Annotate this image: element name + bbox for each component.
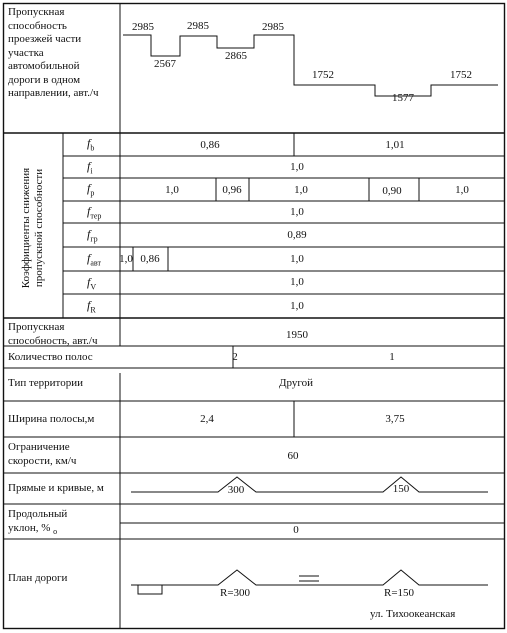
coefficient-value: 1,0	[290, 253, 304, 265]
capacity-value: 1577	[392, 92, 414, 104]
speed-limit-value: 60	[287, 450, 299, 462]
coefficient-value: 0,86	[140, 253, 160, 265]
coefficient-value: 1,0	[455, 184, 469, 196]
coefficient-value: 1,0	[290, 276, 304, 288]
coefficient-symbol: $f_p$	[87, 181, 95, 198]
capacity-result: 1950	[286, 329, 308, 341]
capacity-section-label: Пропускная способность проезжей части участка автомобильной дороги в одном направлении, авт./ч	[8, 6, 99, 99]
capacity-value: 1752	[312, 69, 334, 81]
coefficient-symbol: $f_{авт}$	[87, 251, 101, 268]
curves-label: Прямые и кривые, м	[8, 482, 104, 494]
capacity-value: 2985	[187, 20, 209, 32]
capacity-value: 2985	[132, 21, 154, 33]
coefficient-symbol: $f_b$	[87, 136, 95, 153]
capacity-value: 2567	[154, 58, 176, 70]
lanes-value: 1	[389, 351, 395, 363]
speed-limit-label: Ограничение скорости, км/ч	[8, 441, 77, 467]
coefficient-value: 0,86	[200, 139, 220, 151]
coefficient-value: 1,0	[290, 161, 304, 173]
capacity-value: 2985	[262, 21, 284, 33]
road-plan-label: План дороги	[8, 572, 68, 584]
coefficients-group-label: Коэффициенты снижения пропускной способности	[20, 167, 45, 289]
curve-radius-value: 150	[392, 483, 410, 495]
coefficient-value: 1,0	[119, 253, 133, 265]
coefficient-value: 0,90	[382, 185, 402, 197]
capacity-value: 2865	[225, 50, 247, 62]
coefficient-value: 1,01	[385, 139, 405, 151]
coefficient-symbol: $f_{гр}$	[87, 227, 98, 244]
coefficient-value: 1,0	[294, 184, 308, 196]
lane-width-value: 3,75	[385, 413, 405, 425]
coefficient-symbol: $f_{тер}$	[87, 204, 102, 221]
coefficient-value: 1,0	[290, 300, 304, 312]
coefficient-value: 1,0	[290, 206, 304, 218]
coefficient-symbol: $f_R$	[87, 298, 96, 315]
coefficient-symbol: $f_i$	[87, 159, 93, 176]
curve-radius-value: 300	[227, 484, 245, 496]
plan-radius-label: R=150	[383, 587, 415, 599]
lanes-label: Количество полос	[8, 351, 93, 363]
lane-width-value: 2,4	[200, 413, 214, 425]
coefficient-value: 0,89	[287, 229, 307, 241]
territory-label: Тип территории	[8, 377, 83, 389]
capacity-value: 1752	[450, 69, 472, 81]
lane-width-label: Ширина полосы,м	[8, 413, 95, 425]
coefficient-symbol: $f_V$	[87, 275, 97, 292]
territory-value: Другой	[279, 377, 313, 389]
coefficient-value: 0,96	[222, 184, 242, 196]
coefficient-value: 1,0	[165, 184, 179, 196]
street-name: ул. Тихоокеанская	[370, 608, 456, 620]
grade-value: 0	[293, 524, 299, 536]
lanes-value: 2	[232, 351, 238, 363]
road-characteristics-table	[3, 3, 505, 629]
plan-radius-label: R=300	[219, 587, 251, 599]
capacity-label: Пропускная способность, авт./ч	[8, 321, 98, 347]
grade-label: Продольный уклон, % $_о$	[8, 508, 68, 536]
